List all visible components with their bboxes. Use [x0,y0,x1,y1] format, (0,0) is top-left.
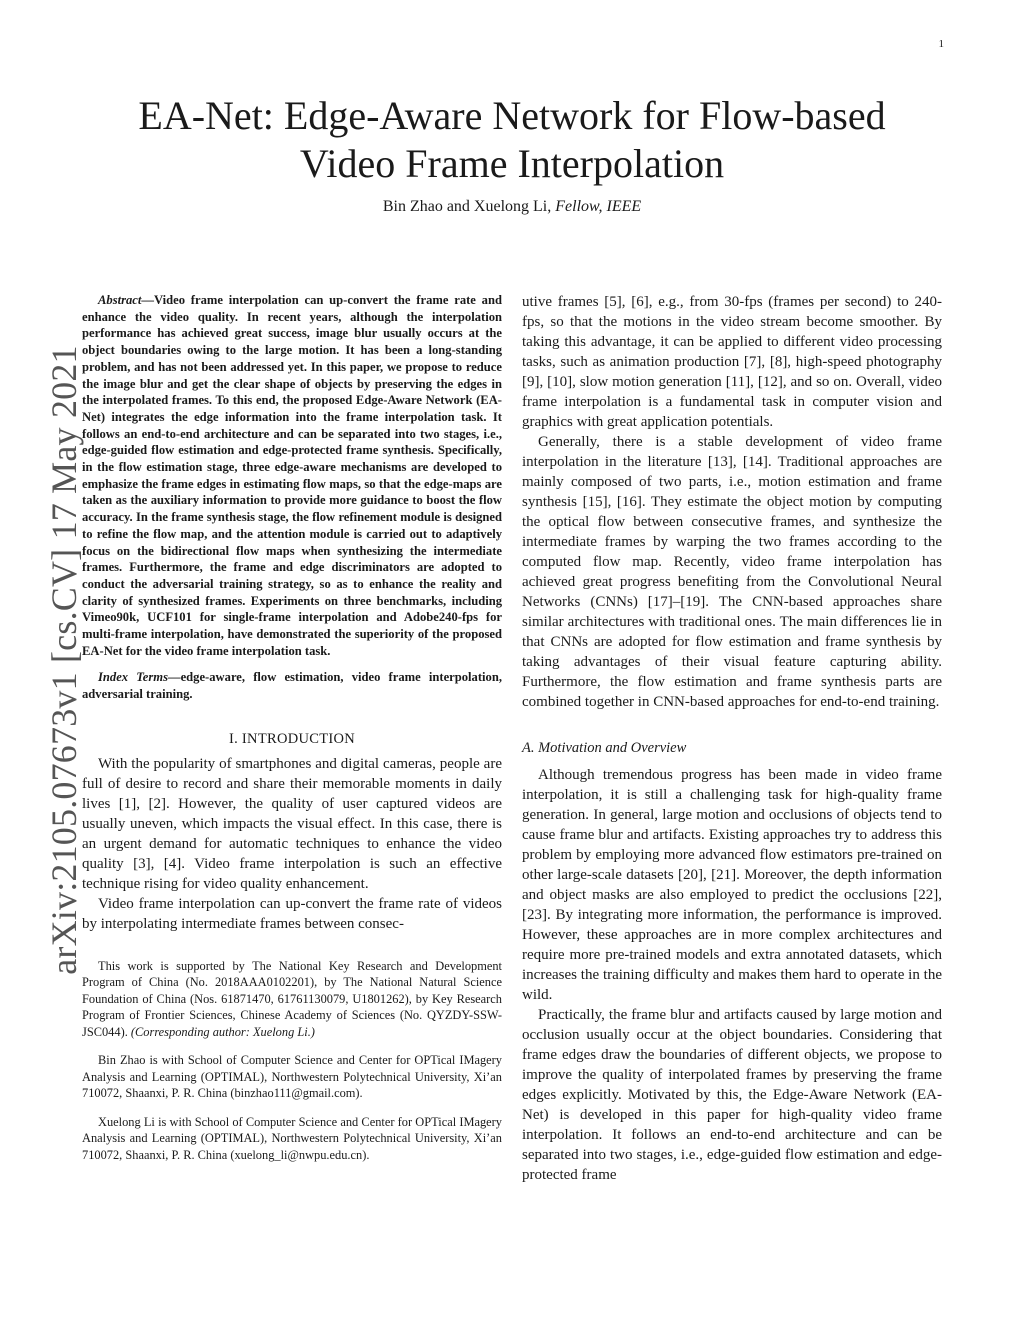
index-terms-text: —edge-aware, flow estimation, video frame interpolation, adversarial training. [82,670,502,702]
title-line-1: EA-Net: Edge-Aware Network for Flow-based [138,93,886,138]
abstract [82,292,502,659]
footnote-bin-zhao: Bin Zhao is with School of Computer Science and Center for OPTical IMagery Analysis and Learning (OPTIMAL), Northwestern Polytechnical University, Xi’an 710072, Shaanxi, P. R. China (binzhao111@gmail.com). [82,1053,502,1101]
intro-body [82,754,502,934]
right-body [522,292,942,1185]
index-terms-lead: Index Terms [98,670,168,685]
left-column [82,292,502,1175]
subsection-heading-motivation: A. Motivation and Overview [522,740,687,756]
authors: Bin Zhao and Xuelong Li, [382,198,552,215]
intro-paragraph-2: Video frame interpolation can up-convert the frame rate of videos by interpolating intermediate frames between consec- [82,895,502,932]
footnotes [82,958,502,1164]
arxiv-stamp-text: arXiv:2105.07673v1 [cs.CV] 17 May 2021 [44,345,84,975]
right-paragraph-1: utive frames [5], [6], e.g., from 30-fps (frames per second) to 240-fps, so that the motions in the video stream become smoother. By taking this advantage, it can be applied to different video processing tasks, such as animation production [7], [8], high-speed photography [9], [10], slow motion generation [11], [12], and so on. Overall, video frame interpolation is a fundamental task in computer vision and graphics with great application potentials. [522,294,942,430]
right-paragraph-4: Practically, the frame blur and artifacts caused by large motion and occlusion usually occur at the object boundaries. Considering that frame edges draw the boundaries of different objects, we propose to improve the quality of interpolated frames by preserving the frame edges explicitly. Motivated by this, the Edge-Aware Network (EA-Net) is developed in this paper for high-quality video frame interpolation. It follows an end-to-end architecture and can be separated into two stages, i.e., edge-guided flow estimation and edge-protected frame [522,1007,942,1183]
abstract-text: —Video frame interpolation can up-convert the frame rate and enhance the video quality. In recent years, although the interpolation performance has achieved great success, image blur usually occurs at the object boundaries owing to the large motion. It has been a long-standing problem, and has not been addressed yet. In this paper, we propose to reduce the image blur and get the clear shape of objects by preserving the edges in the interpolated frames. To this end, the proposed Edge-Aware Network (EA-Net) integrates the edge information into the frame interpolation task. It follows an end-to-end architecture and can be separated into two stages, i.e., edge-guided flow estimation and edge-protected frame synthesis. Specifically, in the flow estimation stage, three edge-aware mechanisms are developed to emphasize the frame edges in estimating flow maps, so that the edge-maps are taken as the auxiliary information to provide more guidance to boost the flow accuracy. In the frame synthesis stage, the flow refinement module is designed to refine the flow map, and the attention module is carried out to adaptively focus on the bidirectional flow maps when synthesizing the intermediate frames. Furthermore, the frame and edge discriminators are adopted to conduct the adversarial training strategy, so as to enhance the reality and clarity of synthesized frames. Experiments on three benchmarks, including Vimeo90k, UCF101 for single-frame interpolation and Adobe240-fps for multi-frame interpolation, have demonstrated the superiority of the proposed EA-Net for the video frame interpolation task. [82,293,502,658]
right-paragraph-2: Generally, there is a stable development of video frame interpolation in the literature [13], [14]. Traditional approaches are mainly composed of two parts, i.e., motion estimation and frame synthesis [15], [16]. They estimate the object motion by computing the optical flow between consecutive frames, and synthesize the intermediate frames by warping the two frames according to the computed flow map. Recently, video frame interpolation has achieved great progress benefiting from the Convolutional Neural Networks (CNNs) [17]–[19]. The CNN-based approaches share similar architectures with traditional ones. The main differences lie in that CNNs are adopted for flow estimation and frame synthesis by taking advantages of their visual feature capturing ability. Furthermore, the flow estimation and frame synthesis parts are combined together in CNN-based approaches for end-to-end training. [522,434,942,710]
authors-suffix: Fellow, IEEE [555,198,642,215]
footnote-funding: This work is supported by The National Key Research and Development Program of China (No. 2018AAA0102201), by The National Natural Science Foundation of China (Nos. 61871470, 61761130079, U1801262), by Key Research Program of Frontier Sciences, Chinese Academy of Sciences (No. QYZDY-SSW-JSC044). (Corresponding author: Xuelong Li.) [82,958,502,1039]
intro-paragraph-1: With the popularity of smartphones and digital cameras, people are full of desire to record and share their memorable moments in daily lives [1], [2]. However, the quality of user captured videos are usually uneven, which impacts the visual effect. In this case, there is an urgent demand for automatic techniques to enhance the video quality [3], [4]. Video frame interpolation is such an effective technique rising for video quality enhancement. [82,755,502,892]
abstract-lead: Abstract [98,293,142,307]
page-number: 1 [938,38,944,50]
author-line [100,198,924,216]
section-heading-introduction: I. INTRODUCTION [228,730,356,747]
title-line-2: Video Frame Interpolation [299,141,725,186]
paper-title [100,92,924,188]
footnote-xuelong-li: Xuelong Li is with School of Computer Science and Center for OPTical IMagery Analysis and Learning (OPTIMAL), Northwestern Polytechnical University, Xi’an 710072, Shaanxi, P. R. China (xuelong_li@nwpu.edu.cn). [82,1114,502,1162]
index-terms [82,669,502,702]
right-paragraph-3: Although tremendous progress has been made in video frame interpolation, it is still a challenging task for high-quality frame generation. In general, large motion and occlusions of objects tend to cause frame blur and artifacts. Existing approaches try to address this problem by employing more advanced flow estimators pre-trained on other large-scale datasets [20], [21]. Moreover, the depth information and object masks are also employed to predict the occlusions [22], [23]. By integrating more information, the performance is improved. However, these approaches are in more complex architectures and require more pre-trained models and extra annotated datasets, which increases the training difficulty and makes them hard to operate in the wild. [522,767,942,1003]
right-column [522,292,942,1185]
